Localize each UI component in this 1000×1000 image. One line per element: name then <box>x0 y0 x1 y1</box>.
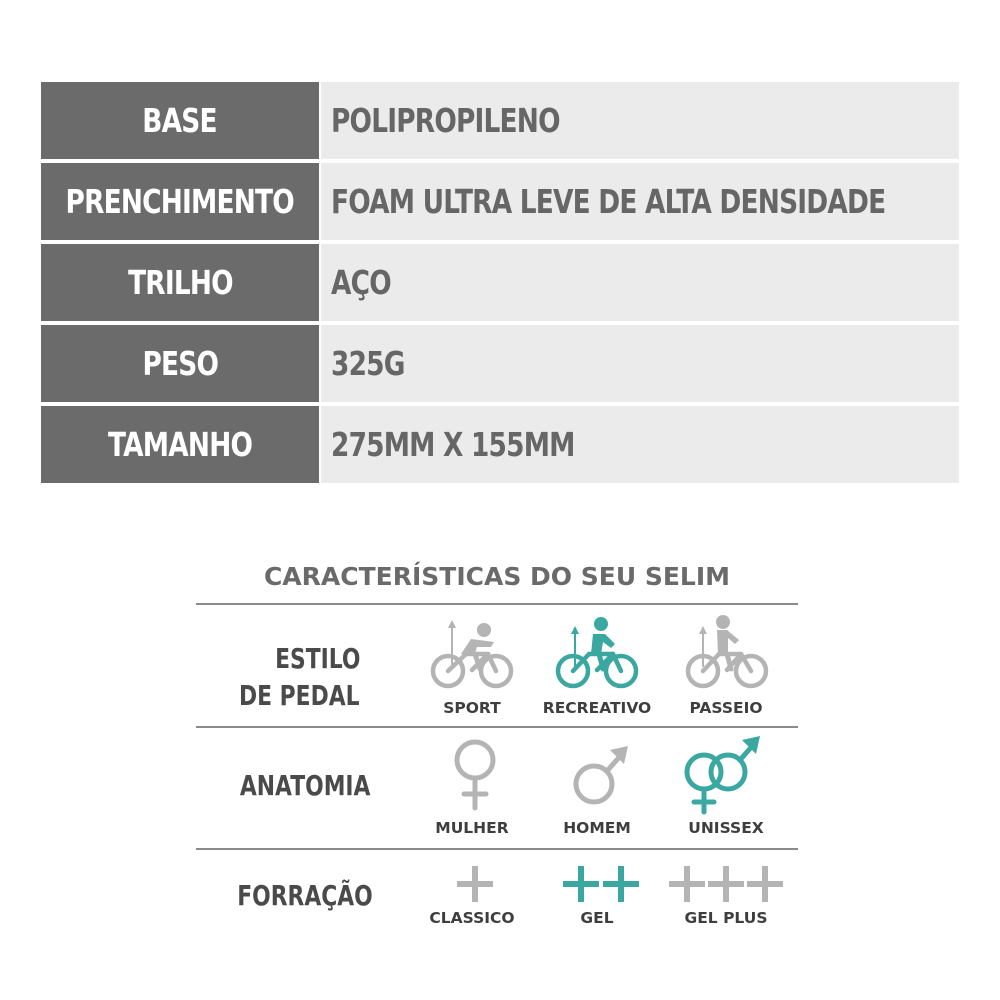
spec-row-filling <box>41 163 959 240</box>
spec-value: 275MM X 155MM <box>331 425 575 464</box>
spec-label-cell <box>41 82 319 159</box>
cyclist-sport-icon <box>428 614 518 692</box>
cyclist-recreational-icon <box>553 612 643 692</box>
double-plus-icon <box>563 866 639 902</box>
plus-icon <box>457 866 493 902</box>
spec-label: PESO <box>142 344 218 383</box>
spec-row-weight <box>41 325 959 402</box>
divider <box>196 603 798 605</box>
option-label: MULHER <box>435 819 509 837</box>
anatomy-label: ANATOMIA <box>239 769 370 802</box>
spec-row-base <box>41 82 959 159</box>
spec-value: POLIPROPILENO <box>331 101 560 140</box>
option-label: UNISSEX <box>688 819 764 837</box>
triple-plus-icon <box>669 866 783 902</box>
female-symbol-icon <box>450 738 500 812</box>
option-label: GEL <box>580 909 614 927</box>
spec-label: TAMANHO <box>107 425 253 464</box>
spec-label-cell <box>41 406 319 483</box>
spec-label-cell <box>41 163 319 240</box>
option-label: CLASSICO <box>429 909 515 927</box>
option-label: SPORT <box>443 699 501 717</box>
divider <box>196 848 798 850</box>
spec-label: PRENCHIMENTO <box>65 182 295 221</box>
option-label: PASSEIO <box>689 699 763 717</box>
option-label: GEL PLUS <box>684 909 768 927</box>
spec-label: TRILHO <box>127 263 233 302</box>
spec-row-rail <box>41 244 959 321</box>
spec-row-size <box>41 406 959 483</box>
spec-label-cell <box>41 244 319 321</box>
spec-value-cell <box>321 82 959 159</box>
option-label: RECREATIVO <box>542 699 652 717</box>
spec-value: FOAM ULTRA LEVE DE ALTA DENSIDADE <box>331 182 886 221</box>
spec-value-cell <box>321 325 959 402</box>
spec-value: 325G <box>331 344 405 383</box>
spec-label-cell <box>41 325 319 402</box>
spec-value: AÇO <box>331 263 391 302</box>
cyclist-leisure-icon <box>683 612 773 692</box>
spec-label: BASE <box>142 101 218 140</box>
unisex-symbol-icon <box>678 734 766 816</box>
pedal-style-label-line2: DE PEDAL <box>239 679 360 712</box>
male-symbol-icon <box>570 742 632 810</box>
divider <box>196 726 798 728</box>
padding-label: FORRAÇÃO <box>237 879 373 912</box>
pedal-style-label-line1: ESTILO <box>274 642 360 675</box>
spec-value-cell <box>321 406 959 483</box>
spec-table <box>41 82 959 487</box>
option-label: HOMEM <box>563 819 631 837</box>
spec-value-cell <box>321 163 959 240</box>
spec-value-cell <box>321 244 959 321</box>
characteristics-title: CARACTERÍSTICAS DO SEU SELIM <box>263 562 731 591</box>
